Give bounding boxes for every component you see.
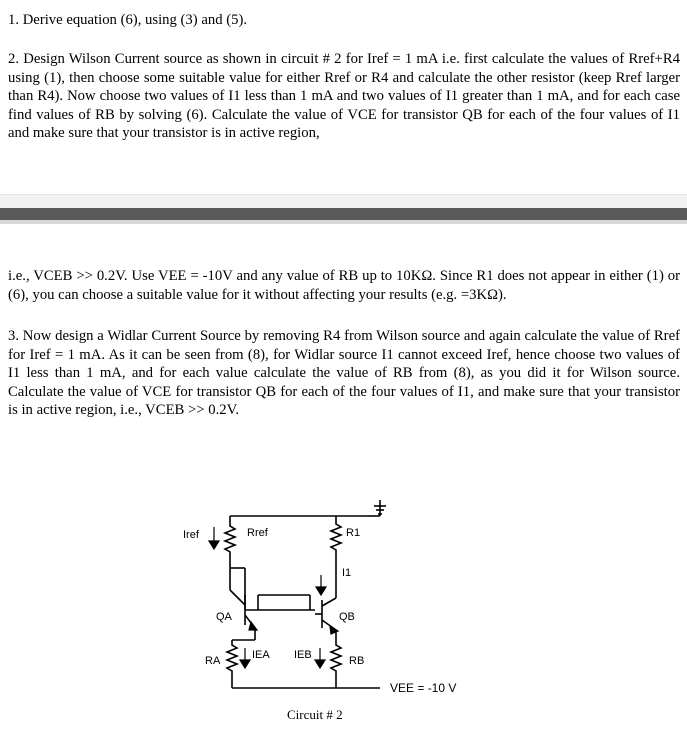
iref-label: Iref — [183, 529, 199, 541]
r1-label: R1 — [346, 527, 361, 539]
iea-label: IEA — [252, 649, 270, 661]
rb-label: RB — [349, 655, 365, 667]
item-1-text: 1. Derive equation (6), using (3) and (5). — [8, 12, 248, 28]
ieb-label: IEB — [294, 649, 312, 661]
item-2-part-2-text: i.e., VCEB >> 0.2V. Use VEE = -10V and any value of RB up to 10KΩ. Since R1 does not appear in either (1) or (6), you can choose a suitable value for it without affecting your results (e.g. =3KΩ). — [8, 268, 680, 303]
qb-label: QB — [339, 611, 355, 623]
qa-label: QA — [216, 611, 232, 623]
rref-resistor — [225, 522, 235, 556]
rref-label: Rref — [247, 527, 268, 539]
r1-resistor — [331, 516, 341, 570]
item-2-part-1-text: 2. Design Wilson Current source as shown in circuit # 2 for Iref = 1 mA i.e. first calculate the values of Rref+R4 using (1), then choose some suitable value for either Rref or R4 and calculate the other resistor (keep Rref larger than R4). Now choose two values of I1 less than 1 mA and two values of I1 greater than 1 mA, and for each case find values of RB by solving (6). Calculate the value of VCE for transistor QB for each of the four values of I1 and make sure that your transistor is in active region, — [8, 51, 680, 142]
i1-label: I1 — [342, 567, 352, 579]
ra-resistor — [227, 640, 237, 676]
ra-label: RA — [205, 655, 221, 667]
rb-resistor — [331, 640, 341, 676]
vee-label: VEE = -10 V — [390, 681, 457, 695]
item-3-text: 3. Now design a Widlar Current Source by removing R4 from Wilson source and again calculate the value of Rref for Iref = 1 mA. As it can be seen from (8), for Widlar source I1 cannot exceed Iref, hence choose two values of I1 less than 1 mA, and for each value calculate the value of RB from (8), as you did it for Wilson source. Calculate the value of VCE for transistor QB for each of the four values of I1, and make sure that your transistor is in active region, i.e., VCEB >> 0.2V. — [8, 328, 680, 419]
circuit-caption: Circuit # 2 — [287, 707, 343, 722]
